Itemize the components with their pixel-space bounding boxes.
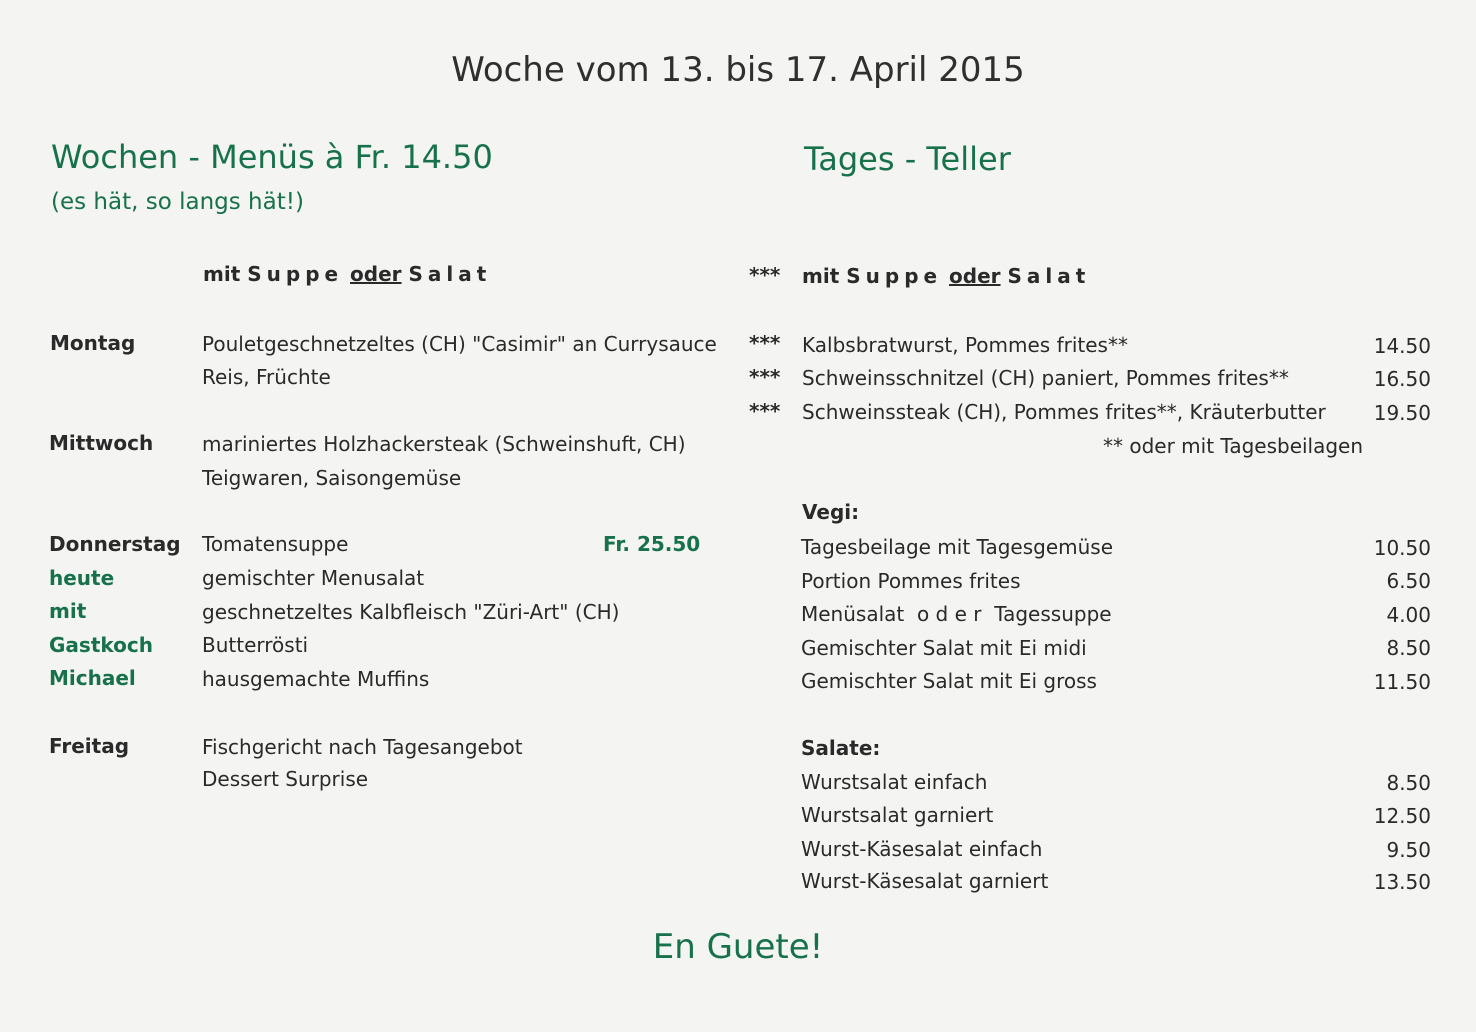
vegi-item-price: 10.50 xyxy=(1373,536,1431,560)
plate-name: Schweinssteak (CH), Pommes frites**, Kräuterbutter xyxy=(802,400,1326,424)
menu-line: Butterrösti xyxy=(202,633,309,657)
day-label-mittwoch: Mittwoch xyxy=(49,431,154,455)
weekly-menu-subheading: (es hät, so langs hät!) xyxy=(51,189,304,215)
menu-line: Fischgericht nach Tagesangebot xyxy=(202,735,523,759)
salad-item-price: 9.50 xyxy=(1386,838,1431,862)
salad-item-name: Wurstsalat garniert xyxy=(801,803,994,827)
salad-item-price: 8.50 xyxy=(1386,771,1431,795)
menu-line: mariniertes Holzhackersteak (Schweinshuft, CH) xyxy=(202,432,686,456)
menu-line: geschnetzeltes Kalbfleisch "Züri-Art" (CH) xyxy=(202,600,620,624)
vegi-item-price: 8.50 xyxy=(1386,636,1431,660)
menu-line: hausgemachte Muffins xyxy=(202,667,430,691)
salad-item-name: Wurst-Käsesalat einfach xyxy=(801,837,1043,861)
menu-line: Dessert Surprise xyxy=(202,767,369,791)
footnote: ** oder mit Tagesbeilagen xyxy=(1103,434,1364,458)
plate-price: 19.50 xyxy=(1373,401,1431,425)
chef-note: Gastkoch xyxy=(49,633,153,657)
vegi-item-name: Tagesbeilage mit Tagesgemüse xyxy=(801,535,1114,559)
stars: *** xyxy=(749,399,781,423)
plate-name: Kalbsbratwurst, Pommes frites** xyxy=(802,333,1128,357)
menu-line: Reis, Früchte xyxy=(202,365,331,389)
salad-item-name: Wurstsalat einfach xyxy=(801,770,988,794)
salate-title: Salate: xyxy=(801,736,881,760)
stars: *** xyxy=(749,331,781,355)
vegi-item-name: Gemischter Salat mit Ei midi xyxy=(801,636,1087,660)
chef-note: heute xyxy=(49,566,115,590)
weekly-menu-intro: mit Suppe oder Salat xyxy=(203,262,492,286)
menu-line: Tomatensuppe xyxy=(202,532,349,556)
plate-name: Schweinsschnitzel (CH) paniert, Pommes frites** xyxy=(802,366,1289,390)
stars: *** xyxy=(749,365,781,389)
daily-plate-heading: Tages - Teller xyxy=(804,140,1011,178)
plate-price: 16.50 xyxy=(1373,367,1431,391)
salad-item-price: 13.50 xyxy=(1373,870,1431,894)
vegi-title: Vegi: xyxy=(802,500,860,524)
vegi-item-price: 4.00 xyxy=(1386,603,1431,627)
vegi-item-name: Portion Pommes frites xyxy=(801,569,1021,593)
salad-item-name: Wurst-Käsesalat garniert xyxy=(801,869,1049,893)
chef-note: mit xyxy=(49,599,87,623)
special-price: Fr. 25.50 xyxy=(603,532,701,556)
daily-plate-intro: mit Suppe oder Salat xyxy=(802,264,1091,288)
closing-greeting: En Guete! xyxy=(652,927,824,967)
stars: *** xyxy=(749,263,781,287)
day-label-donnerstag: Donnerstag xyxy=(49,532,181,556)
menu-line: Pouletgeschnetzeltes (CH) "Casimir" an Currysauce xyxy=(202,332,717,356)
weekly-menu-heading: Wochen - Menüs à Fr. 14.50 xyxy=(51,138,493,176)
chef-note: Michael xyxy=(49,666,136,690)
vegi-item-price: 6.50 xyxy=(1386,569,1431,593)
menu-line: gemischter Menusalat xyxy=(202,566,425,590)
day-label-montag: Montag xyxy=(50,331,136,355)
salad-item-price: 12.50 xyxy=(1373,804,1431,828)
plate-price: 14.50 xyxy=(1373,334,1431,358)
vegi-item-price: 11.50 xyxy=(1373,670,1431,694)
day-label-freitag: Freitag xyxy=(49,734,130,758)
vegi-item-name: Gemischter Salat mit Ei gross xyxy=(801,669,1097,693)
page-title: Woche vom 13. bis 17. April 2015 xyxy=(451,50,1025,90)
vegi-item-name: Menüsalat o d e r Tagessuppe xyxy=(801,602,1112,626)
menu-line: Teigwaren, Saisongemüse xyxy=(202,466,462,490)
